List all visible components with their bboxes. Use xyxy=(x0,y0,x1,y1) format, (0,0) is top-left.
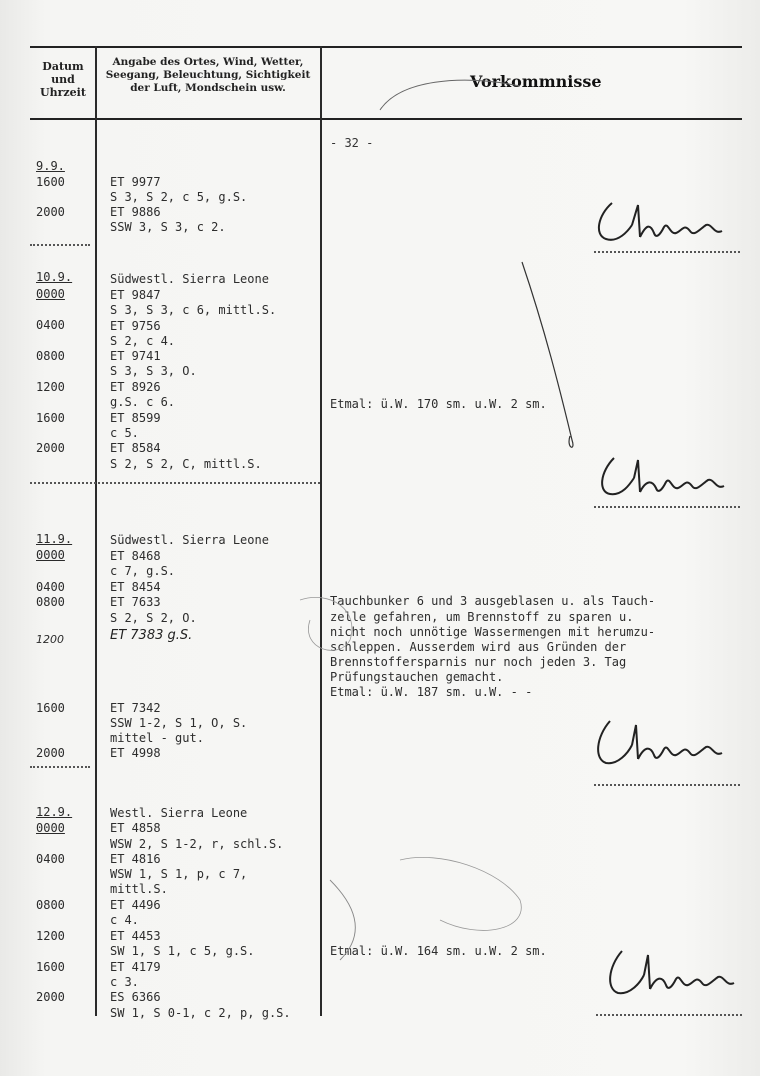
weather-line: ET 9741 xyxy=(110,349,161,363)
weather-line: Westl. Sierra Leone xyxy=(110,806,248,820)
weather-line: S 2, c 4. xyxy=(110,334,176,348)
column-divider-2 xyxy=(320,46,322,1016)
time-entry: 0400 xyxy=(36,852,65,866)
date-11-9: 11.9. xyxy=(36,532,73,546)
day-separator xyxy=(30,766,90,768)
time-entry: 0400 xyxy=(36,580,65,594)
signature-dots xyxy=(594,784,740,786)
time-entry: 0800 xyxy=(36,349,65,363)
weather-line: ET 4858 xyxy=(110,821,161,835)
event-line: nicht noch unnötige Wassermengen mit herumzu- xyxy=(330,625,656,639)
signature-dots xyxy=(594,251,740,253)
weather-line: ET 8468 xyxy=(110,549,161,563)
event-line: Brennstoffersparnis nur noch jeden 3. Tag xyxy=(330,655,627,669)
weather-line: c 3. xyxy=(110,975,139,989)
time-entry: 1200 xyxy=(36,929,65,943)
header-datum: Datum und Uhrzeit xyxy=(40,60,86,99)
weather-line: mittel - gut. xyxy=(110,731,204,745)
signature-1 xyxy=(588,195,738,255)
weather-line: ET 8454 xyxy=(110,580,161,594)
time-entry: 0800 xyxy=(36,595,65,609)
day-separator xyxy=(30,482,320,484)
time-entry: 2000 xyxy=(36,746,65,760)
column-divider-1 xyxy=(95,46,97,1016)
page-number: - 32 - xyxy=(330,136,374,150)
event-line: Tauchbunker 6 und 3 ausgeblasen u. als Tauch- xyxy=(330,594,656,608)
date-9-9: 9.9. xyxy=(36,159,65,173)
time-entry: 2000 xyxy=(36,990,65,1004)
time-entry: 0000 xyxy=(36,821,65,835)
time-entry: 1600 xyxy=(36,701,65,715)
weather-line: g.S. c 6. xyxy=(110,395,176,409)
weather-line: Südwestl. Sierra Leone xyxy=(110,533,269,547)
time-entry: 1200 xyxy=(36,380,65,394)
weather-line: ET 9886 xyxy=(110,205,161,219)
time-entry: 0000 xyxy=(36,287,65,301)
date-10-9: 10.9. xyxy=(36,270,73,284)
weather-line: SW 1, S 0-1, c 2, p, g.S. xyxy=(110,1006,291,1020)
time-entry: 1200 xyxy=(36,633,64,646)
weather-line: ET 8926 xyxy=(110,380,161,394)
weather-line: c 5. xyxy=(110,426,139,440)
day-separator xyxy=(30,244,90,246)
weather-line: c 4. xyxy=(110,913,139,927)
weather-line: WSW 2, S 1-2, r, schl.S. xyxy=(110,837,284,851)
weather-line: ET 4453 xyxy=(110,929,161,943)
weather-line: Südwestl. Sierra Leone xyxy=(110,272,269,286)
weather-line: ET 7342 xyxy=(110,701,161,715)
weather-line: SW 1, S 1, c 5, g.S. xyxy=(110,944,255,958)
time-entry: 1600 xyxy=(36,175,65,189)
weather-line: ET 7633 xyxy=(110,595,161,609)
signature-2 xyxy=(590,452,740,512)
weather-line: ET 9977 xyxy=(110,175,161,189)
date-12-9: 12.9. xyxy=(36,805,73,819)
time-entry: 2000 xyxy=(36,205,65,219)
weather-line: SSW 3, S 3, c 2. xyxy=(110,220,226,234)
event-line: Etmal: ü.W. 187 sm. u.W. - - xyxy=(330,685,533,699)
weather-line: ET 4179 xyxy=(110,960,161,974)
signature-3 xyxy=(588,715,738,780)
weather-line: ET 8584 xyxy=(110,441,161,455)
event-line: Etmal: ü.W. 164 sm. u.W. 2 sm. xyxy=(330,944,547,958)
header-rule xyxy=(30,118,742,120)
weather-line: ET 4998 xyxy=(110,746,161,760)
header-vorkommnisse: Vorkommnisse xyxy=(470,72,602,91)
weather-line: ET 9847 xyxy=(110,288,161,302)
signature-dots xyxy=(594,506,740,508)
weather-line: ET 8599 xyxy=(110,411,161,425)
header-angabe: Angabe des Ortes, Wind, Wetter, Seegang, Beleuchtung, Sichtigkeit der Luft, Mondschein usw. xyxy=(105,56,311,94)
signature-dots xyxy=(596,1014,742,1016)
time-entry: 0000 xyxy=(36,548,65,562)
time-entry: 0400 xyxy=(36,318,65,332)
time-entry: 2000 xyxy=(36,441,65,455)
event-line: schleppen. Ausserdem wird aus Gründen der xyxy=(330,640,627,654)
event-line: zelle gefahren, um Brennstoff zu sparen u. xyxy=(330,610,634,624)
weather-line: SSW 1-2, S 1, O, S. xyxy=(110,716,248,730)
time-entry: 1600 xyxy=(36,411,65,425)
weather-line: S 2, S 2, O. xyxy=(110,611,197,625)
weather-line: mittl.S. xyxy=(110,882,168,896)
signature-4 xyxy=(600,945,750,1010)
weather-line: WSW 1, S 1, p, c 7, xyxy=(110,867,248,881)
top-rule xyxy=(30,46,742,48)
time-entry: 1600 xyxy=(36,960,65,974)
weather-line: S 3, S 3, c 6, mittl.S. xyxy=(110,303,277,317)
event-line: Prüfungstauchen gemacht. xyxy=(330,670,504,684)
weather-line: S 2, S 2, C, mittl.S. xyxy=(110,457,262,471)
weather-line: S 3, S 3, O. xyxy=(110,364,197,378)
weather-line: ET 9756 xyxy=(110,319,161,333)
weather-line: ET 7383 g.S. xyxy=(110,628,193,643)
weather-line: ES 6366 xyxy=(110,990,161,1004)
weather-line: ET 4816 xyxy=(110,852,161,866)
weather-line: S 3, S 2, c 5, g.S. xyxy=(110,190,248,204)
event-line: Etmal: ü.W. 170 sm. u.W. 2 sm. xyxy=(330,397,547,411)
time-entry: 0800 xyxy=(36,898,65,912)
weather-line: c 7, g.S. xyxy=(110,564,176,578)
weather-line: ET 4496 xyxy=(110,898,161,912)
